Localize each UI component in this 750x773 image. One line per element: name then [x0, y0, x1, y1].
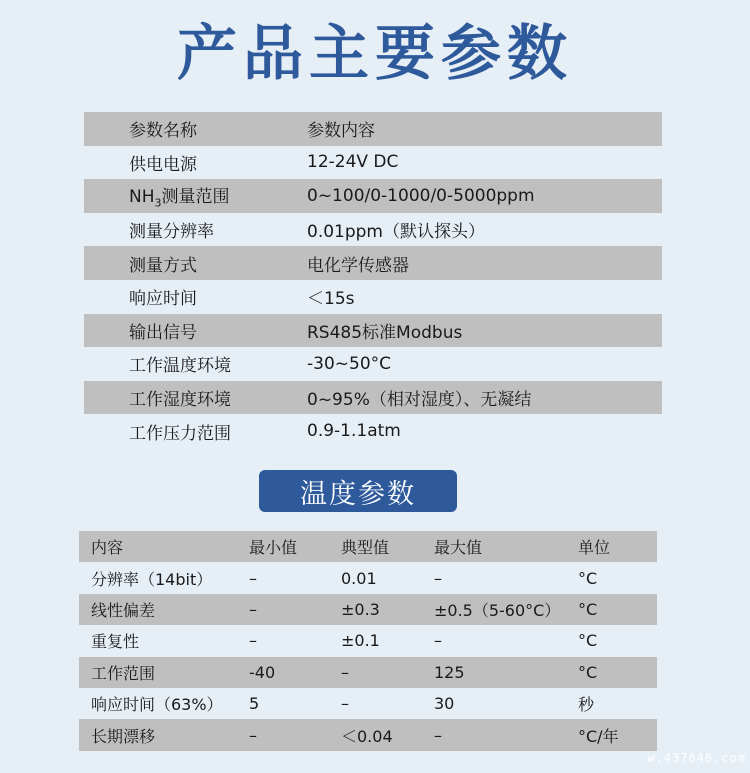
- table-cell: ±0.1: [341, 631, 380, 651]
- spec-key-prefix: NH: [129, 187, 155, 208]
- spec-row-humidity-env: [84, 381, 662, 415]
- table-cell: 线性偏差: [91, 600, 156, 620]
- table-row: [79, 562, 657, 593]
- table-cell: °C: [578, 631, 598, 651]
- spec-key: 输出信号: [129, 322, 197, 343]
- watermark: w.437848.com: [647, 751, 746, 765]
- table-cell: 30: [434, 694, 455, 714]
- spec-key: [84, 182, 307, 209]
- table-cell: °C: [578, 568, 598, 588]
- spec-value: RS485标准Modbus: [307, 322, 463, 343]
- spec-value: -30~50°C: [307, 353, 392, 374]
- spec-row-output: [84, 314, 662, 348]
- spec-row-header: [84, 112, 662, 146]
- spec-key: 工作湿度环境: [129, 390, 231, 411]
- table-cell: 响应时间（63%）: [91, 695, 223, 715]
- table-cell: –: [249, 725, 257, 745]
- table-row: [79, 594, 657, 625]
- table-cell: 重复性: [91, 632, 140, 652]
- spec-row-resolution: [84, 213, 662, 247]
- column-header: 单位: [578, 538, 611, 558]
- table-cell: 长期漂移: [91, 726, 156, 746]
- table-cell: -40: [249, 662, 276, 682]
- column-header: 内容: [91, 538, 124, 558]
- spec-value: 0.01ppm（默认探头）: [307, 222, 485, 243]
- table-cell: 分辨率（14bit）: [91, 569, 213, 589]
- table-cell: 工作范围: [91, 663, 156, 683]
- spec-row-nh3-range: [84, 179, 662, 213]
- spec-value: ＜15s: [307, 289, 355, 310]
- temperature-section-header: 温度参数: [259, 470, 457, 512]
- page-title: 产品主要参数: [177, 19, 573, 89]
- table-cell: ±0.3: [341, 599, 380, 619]
- spec-row-power: [84, 146, 662, 180]
- table-cell: ±0.5（5-60°C）: [434, 600, 561, 620]
- column-header: 最大值: [434, 538, 483, 558]
- table-header-row: [79, 531, 657, 562]
- table-cell: –: [249, 599, 257, 619]
- spec-row-temp-env: [84, 347, 662, 381]
- table-row: [79, 688, 657, 719]
- table-cell: ＜0.04: [341, 726, 393, 746]
- spec-value: 参数内容: [307, 121, 375, 142]
- table-cell: °C: [578, 662, 598, 682]
- spec-key: 测量分辨率: [129, 222, 214, 243]
- table-cell: °C: [578, 599, 598, 619]
- spec-row-response-time: [84, 280, 662, 314]
- column-header: 最小值: [249, 538, 298, 558]
- table-cell: 5: [249, 694, 260, 714]
- temperature-table: [79, 531, 657, 751]
- table-cell: –: [249, 631, 257, 651]
- spec-key: 工作压力范围: [129, 423, 231, 444]
- column-header: 典型值: [341, 538, 390, 558]
- spec-value: 0~95%（相对湿度）、无凝结: [307, 390, 532, 411]
- table-cell: –: [434, 631, 442, 651]
- table-cell: °C/年: [578, 726, 619, 746]
- spec-key-subscript: 3: [154, 196, 162, 210]
- product-spec-table: [84, 112, 662, 448]
- table-cell: 0.01: [341, 568, 377, 588]
- table-cell: –: [434, 725, 442, 745]
- table-row: [79, 719, 657, 750]
- table-cell: –: [249, 568, 257, 588]
- table-cell: –: [434, 568, 442, 588]
- spec-key: 参数名称: [129, 121, 197, 142]
- table-cell: 125: [434, 662, 465, 682]
- spec-row-method: [84, 246, 662, 280]
- spec-key-suffix: 测量范围: [161, 187, 230, 208]
- table-row: [79, 657, 657, 688]
- spec-row-pressure: [84, 414, 662, 448]
- spec-key: 工作温度环境: [129, 356, 231, 377]
- table-cell: 秒: [578, 695, 595, 715]
- spec-key: 测量方式: [129, 255, 197, 276]
- spec-key: 响应时间: [129, 289, 197, 310]
- spec-key: 供电电源: [129, 154, 197, 175]
- table-row: [79, 625, 657, 656]
- spec-value: 0.9-1.1atm: [307, 421, 401, 442]
- table-cell: –: [341, 662, 349, 682]
- spec-value: 0~100/0-1000/0-5000ppm: [307, 185, 535, 206]
- table-cell: –: [341, 694, 349, 714]
- spec-value: 电化学传感器: [307, 255, 409, 276]
- spec-value: 12-24V DC: [307, 152, 399, 173]
